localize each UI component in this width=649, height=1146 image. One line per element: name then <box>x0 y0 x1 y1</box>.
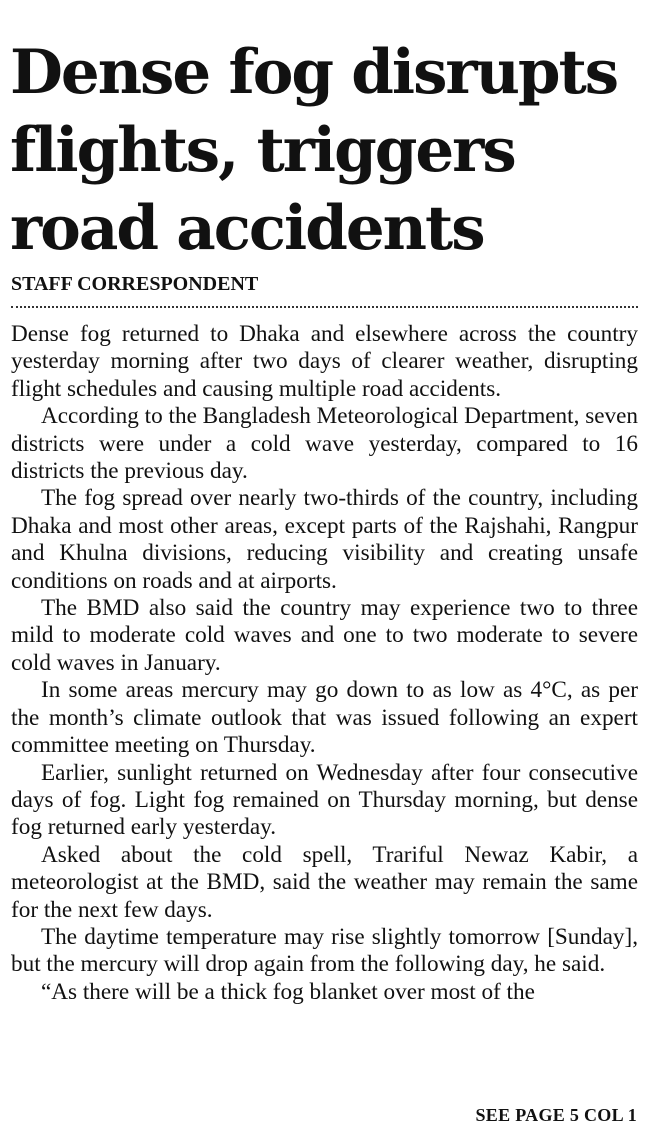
paragraph: Asked about the cold spell, Trariful Newaz Kabir, a meteorologist at the BMD, said the weather may remain the same for the next few days. <box>11 841 638 923</box>
headline <box>10 34 645 268</box>
paragraph: Dense fog returned to Dhaka and elsewhere across the country yesterday morning after two days of clearer weather, disrupting flight schedules and causing multiple road accidents. <box>11 321 638 402</box>
paragraph: The BMD also said the country may experience two to three mild to moderate cold waves and one to two moderate to severe cold waves in January. <box>11 595 638 676</box>
paragraph: Earlier, sunlight returned on Wednesday after four consecutive days of fog. Light fog remained on Thursday morning, but dense fog returned early yesterday. <box>11 759 638 841</box>
byline: STAFF CORRESPONDENT <box>11 273 259 295</box>
paragraph: The fog spread over nearly two-thirds of the country, including Dhaka and most other areas, except parts of the Rajshahi, Rangpur and Khulna divisions, reducing visibility and creating unsafe conditions on roads and at airports. <box>11 485 638 594</box>
article-body <box>11 321 638 1006</box>
paragraph: According to the Bangladesh Meteorological Department, seven districts were under a cold wave yesterday, compared to 16 districts the previous day. <box>11 403 638 485</box>
continued-on-page-label: SEE PAGE 5 COL 1 <box>475 1105 637 1125</box>
headline-line-2: flights, triggers <box>10 115 515 186</box>
paragraph: In some areas mercury may go down to as low as 4°C, as per the month’s climate outlook that was issued following an expert committee meeting on Thursday. <box>11 677 638 759</box>
paragraph: “As there will be a thick fog blanket over most of the <box>41 978 535 1005</box>
dotted-divider <box>11 306 638 308</box>
headline-line-3: road accidents <box>10 193 484 264</box>
headline-line-1: Dense fog disrupts <box>10 37 618 108</box>
paragraph: The daytime temperature may rise slightly tomorrow [Sunday], but the mercury will drop again from the following day, he said. <box>11 923 638 978</box>
